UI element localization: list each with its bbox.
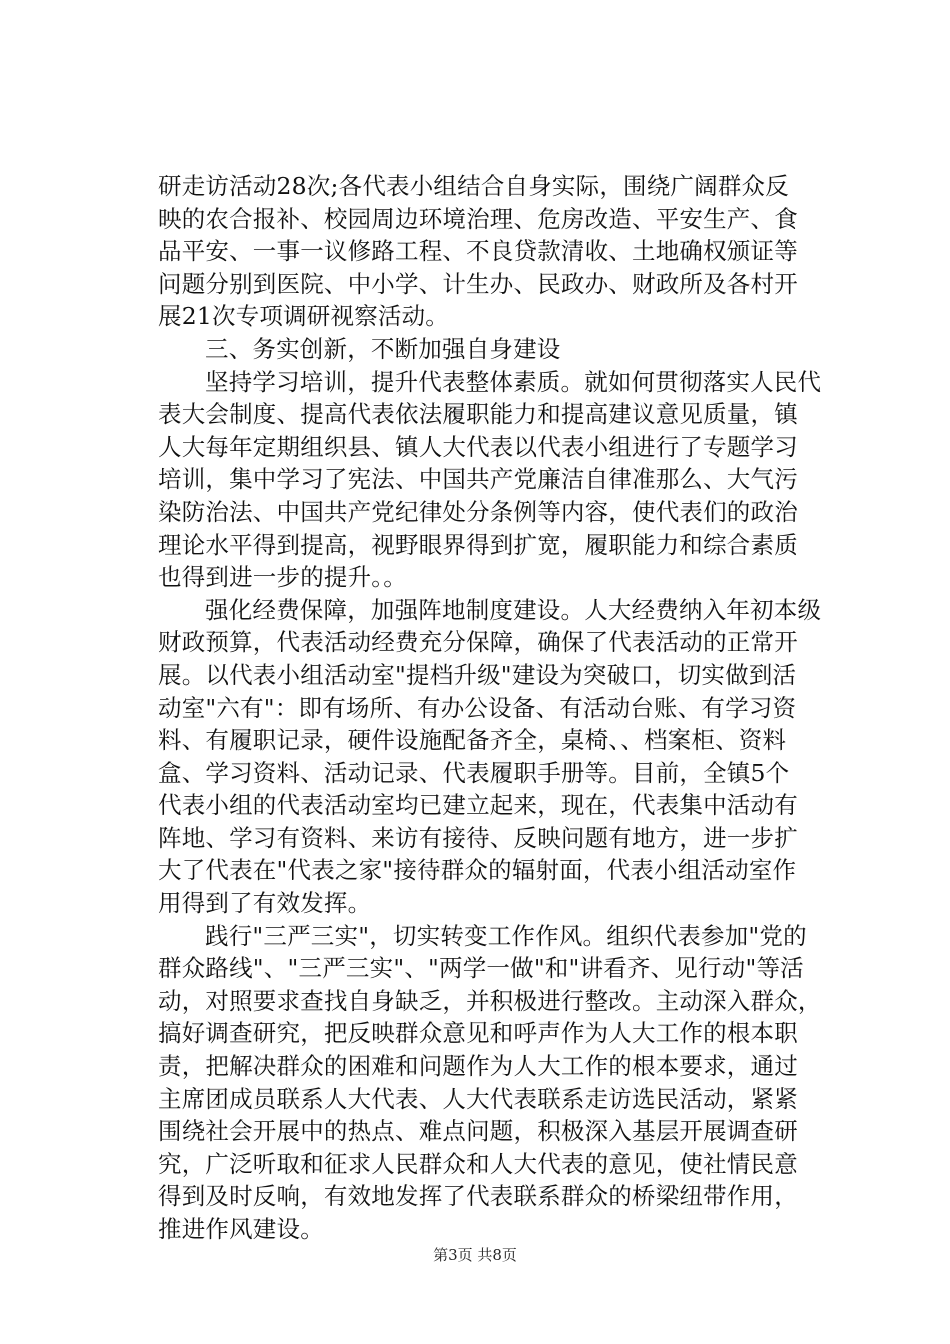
text-line: 人大每年定期组织县、镇人大代表以代表小组进行了专题学习 <box>158 432 798 461</box>
text-line: 大了代表在"代表之家"接待群众的辐射面，代表小组活动室作 <box>158 856 797 885</box>
text-line: 展。以代表小组活动室"提档升级"建设为突破口，切实做到活 <box>158 660 797 689</box>
text-line: 品平安、一事一议修路工程、不良贷款清收、土地确权颁证等 <box>158 237 798 266</box>
text-line: 展21次专项调研视察活动。 <box>158 302 450 331</box>
text-line: 动室"六有"：即有场所、有办公设备、有活动台账、有学习资 <box>158 693 797 722</box>
page-footer <box>0 1245 950 1265</box>
text-line: 动，对照要求查找自身缺乏，并积极进行整改。主动深入群众， <box>158 986 822 1015</box>
text-line: 围绕社会开展中的热点、难点问题，积极深入基层开展调查研 <box>158 1117 798 1146</box>
text-line: 染防治法、中国共产党纪律处分条例等内容，使代表们的政治 <box>158 497 798 526</box>
text-line: 阵地、学习有资料、来访有接待、反映问题有地方，进一步扩 <box>158 823 798 852</box>
text-line: 责，把解决群众的困难和问题作为人大工作的根本要求，通过 <box>158 1052 798 1081</box>
text-line: 财政预算，代表活动经费充分保障，确保了代表活动的正常开 <box>158 628 798 657</box>
document-body <box>158 170 822 1246</box>
text-line: 用得到了有效发挥。 <box>158 889 372 918</box>
text-line: 群众路线"、"三严三实"、"两学一做"和"讲看齐、见行动"等活 <box>158 954 804 983</box>
text-line: 也得到进一步的提升。。 <box>158 563 407 592</box>
text-line: 究，广泛听取和征求人民群众和人大代表的意见，使社情民意 <box>158 1149 798 1178</box>
text-line: 推进作风建设。 <box>158 1215 324 1243</box>
text-line: 主席团成员联系人大代表、人大代表联系走访选民活动，紧紧 <box>158 1084 798 1113</box>
text-line: 理论水平得到提高，视野眼界得到扩宽，履职能力和综合素质 <box>158 530 798 559</box>
text-line: 强化经费保障，加强阵地制度建设。人大经费纳入年初本级 <box>205 595 822 624</box>
text-line: 盒、学习资料、活动记录、代表履职手册等。目前，全镇5个 <box>158 758 790 787</box>
text-line: 三、务实创新，不断加强自身建设 <box>205 334 561 363</box>
text-line: 代表小组的代表活动室均已建立起来，现在，代表集中活动有 <box>158 791 798 820</box>
page-number-label: 第3页 共8页 <box>433 1246 517 1264</box>
text-line: 料、有履职记录，硬件设施配备齐全，桌椅、、档案柜、资料 <box>158 726 787 755</box>
text-line: 问题分别到医院、中小学、计生办、民政办、财政所及各村开 <box>158 269 798 298</box>
text-line: 得到及时反响，有效地发挥了代表联系群众的桥梁纽带作用， <box>158 1182 798 1211</box>
text-line: 研走访活动28次;各代表小组结合自身实际，围绕广阔群众反 <box>158 172 789 200</box>
text-line: 坚持学习培训，提升代表整体素质。就如何贯彻落实人民代 <box>205 367 822 396</box>
text-line: 培训，集中学习了宪法、中国共产党廉洁自律准那么、大气污 <box>158 465 798 494</box>
text-line: 践行"三严三实"，切实转变工作作风。组织代表参加"党的 <box>205 921 807 950</box>
text-line: 搞好调查研究，把反映群众意见和呼声作为人大工作的根本职 <box>158 1019 798 1048</box>
text-line: 表大会制度、提高代表依法履职能力和提高建议意见质量，镇 <box>158 400 798 429</box>
text-line: 映的农合报补、校园周边环境治理、危房改造、平安生产、食 <box>158 204 798 233</box>
